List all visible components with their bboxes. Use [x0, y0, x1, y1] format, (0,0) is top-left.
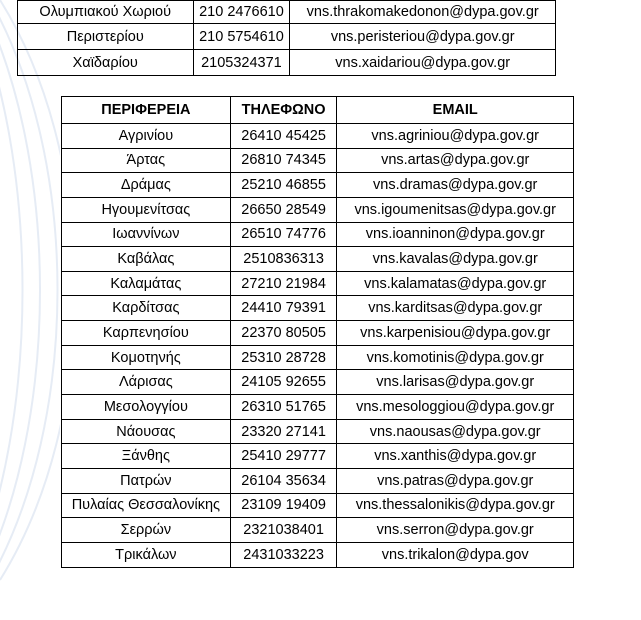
phone-cell: 2105324371 [193, 50, 290, 76]
region-cell: Άρτας [62, 148, 231, 173]
email-cell: vns.mesologgiou@dypa.gov.gr [337, 395, 574, 420]
table-row [62, 148, 574, 173]
region-cell: Ξάνθης [62, 444, 231, 469]
table-row [62, 468, 574, 493]
email-cell: vns.karditsas@dypa.gov.gr [337, 296, 574, 321]
region-cell: Ηγουμενίτσας [62, 197, 231, 222]
main-table-body [62, 124, 574, 568]
table-row [62, 345, 574, 370]
phone-cell: 210 2476610 [193, 1, 290, 24]
region-cell: Νάουσας [62, 419, 231, 444]
decorative-arcs [0, 0, 60, 620]
email-cell: vns.patras@dypa.gov.gr [337, 468, 574, 493]
email-cell: vns.trikalon@dypa.gov [337, 542, 574, 567]
email-cell: vns.thrakomakedonon@dypa.gov.gr [290, 1, 556, 24]
table-row [18, 1, 556, 24]
email-cell: vns.karpenisiou@dypa.gov.gr [337, 321, 574, 346]
email-cell: vns.xaidariou@dypa.gov.gr [290, 50, 556, 76]
header-region: ΠΕΡΙΦΕΡΕΙΑ [62, 97, 231, 124]
table-row [62, 247, 574, 272]
table-row [62, 197, 574, 222]
region-cell: Ολυμπιακού Χωριού [18, 1, 194, 24]
table-row [18, 50, 556, 76]
region-cell: Περιστερίου [18, 24, 194, 50]
email-cell: vns.thessalonikis@dypa.gov.gr [337, 493, 574, 518]
table-row [62, 271, 574, 296]
top-contact-table [17, 0, 556, 76]
region-cell: Καρπενησίου [62, 321, 231, 346]
region-cell: Ιωαννίνων [62, 222, 231, 247]
region-cell: Χαϊδαρίου [18, 50, 194, 76]
phone-cell: 24410 79391 [230, 296, 337, 321]
email-cell: vns.agriniou@dypa.gov.gr [337, 124, 574, 149]
table-row [62, 419, 574, 444]
top-table-body [18, 1, 556, 76]
email-cell: vns.larisas@dypa.gov.gr [337, 370, 574, 395]
phone-cell: 26410 45425 [230, 124, 337, 149]
table-row [62, 370, 574, 395]
table-row [62, 321, 574, 346]
phone-cell: 210 5754610 [193, 24, 290, 50]
table-row [62, 542, 574, 567]
region-cell: Πατρών [62, 468, 231, 493]
region-cell: Δράμας [62, 173, 231, 198]
header-phone: ΤΗΛΕΦΩΝΟ [230, 97, 337, 124]
phone-cell: 26810 74345 [230, 148, 337, 173]
phone-cell: 23320 27141 [230, 419, 337, 444]
table-row [62, 124, 574, 149]
phone-cell: 24105 92655 [230, 370, 337, 395]
table-row [62, 173, 574, 198]
phone-cell: 2321038401 [230, 518, 337, 543]
phone-cell: 2510836313 [230, 247, 337, 272]
phone-cell: 26104 35634 [230, 468, 337, 493]
phone-cell: 26510 74776 [230, 222, 337, 247]
email-cell: vns.serron@dypa.gov.gr [337, 518, 574, 543]
region-cell: Λάρισας [62, 370, 231, 395]
phone-cell: 26650 28549 [230, 197, 337, 222]
email-cell: vns.xanthis@dypa.gov.gr [337, 444, 574, 469]
email-cell: vns.ioanninon@dypa.gov.gr [337, 222, 574, 247]
email-cell: vns.igoumenitsas@dypa.gov.gr [337, 197, 574, 222]
phone-cell: 26310 51765 [230, 395, 337, 420]
email-cell: vns.artas@dypa.gov.gr [337, 148, 574, 173]
email-cell: vns.naousas@dypa.gov.gr [337, 419, 574, 444]
table-row [62, 518, 574, 543]
header-email: EMAIL [337, 97, 574, 124]
table-row [62, 493, 574, 518]
email-cell: vns.kalamatas@dypa.gov.gr [337, 271, 574, 296]
phone-cell: 23109 19409 [230, 493, 337, 518]
region-cell: Καρδίτσας [62, 296, 231, 321]
region-cell: Καλαμάτας [62, 271, 231, 296]
region-cell: Μεσολογγίου [62, 395, 231, 420]
email-cell: vns.komotinis@dypa.gov.gr [337, 345, 574, 370]
phone-cell: 2431033223 [230, 542, 337, 567]
phone-cell: 27210 21984 [230, 271, 337, 296]
contact-table [61, 96, 574, 568]
table-row [18, 24, 556, 50]
region-cell: Σερρών [62, 518, 231, 543]
email-cell: vns.peristeriou@dypa.gov.gr [290, 24, 556, 50]
region-cell: Πυλαίας Θεσσαλονίκης [62, 493, 231, 518]
phone-cell: 25210 46855 [230, 173, 337, 198]
phone-cell: 22370 80505 [230, 321, 337, 346]
phone-cell: 25410 29777 [230, 444, 337, 469]
phone-cell: 25310 28728 [230, 345, 337, 370]
region-cell: Καβάλας [62, 247, 231, 272]
region-cell: Αγρινίου [62, 124, 231, 149]
email-cell: vns.dramas@dypa.gov.gr [337, 173, 574, 198]
region-cell: Κομοτηνής [62, 345, 231, 370]
table-row [62, 395, 574, 420]
table-row [62, 296, 574, 321]
table-row [62, 444, 574, 469]
table-row [62, 222, 574, 247]
header-row [62, 97, 574, 124]
region-cell: Τρικάλων [62, 542, 231, 567]
email-cell: vns.kavalas@dypa.gov.gr [337, 247, 574, 272]
